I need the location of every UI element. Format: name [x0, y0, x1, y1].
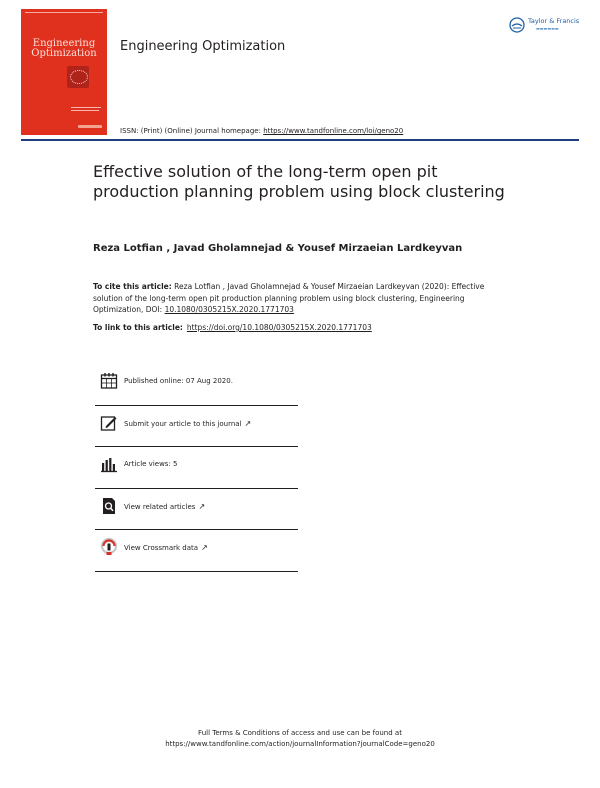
- terms-line: Full Terms & Conditions of access and use can be found at: [198, 729, 402, 737]
- external-link-icon: ↗: [201, 543, 208, 552]
- cover-editor-line: [71, 110, 99, 111]
- article-info-panel: [95, 364, 298, 572]
- article-doi-url-link[interactable]: https://doi.org/10.1080/0305215X.2020.1771703: [186, 323, 372, 332]
- submit-article-label: [124, 419, 251, 428]
- issn-text: ISSN: (Print) (Online) Journal homepage:: [120, 127, 261, 135]
- citation-doi-link[interactable]: 10.1080/0305215X.2020.1771703: [164, 305, 294, 314]
- cover-editor-line: [71, 107, 101, 108]
- cover-artwork: [67, 66, 89, 88]
- submit-article-text: Submit your article to this journal: [124, 419, 242, 428]
- external-link-icon: ↗: [198, 501, 206, 511]
- article-authors: Reza Lotfian , Javad Gholamnejad & Yousef Mirzaeian Lardkeyvan: [93, 243, 463, 254]
- publisher-logo-icon: [509, 17, 525, 33]
- related-articles-icon: [100, 497, 118, 515]
- bar-chart-icon: [100, 455, 118, 473]
- published-online-label: Published online: 07 Aug 2020.: [124, 377, 233, 385]
- citation-text: Reza Lotfian , Javad Gholamnejad & Yousef Mirzaeian Lardkeyvan (2020): Effective solution of the long-term open pit production planning problem using block clustering, Engineering Optimization, DOI:: [93, 282, 485, 314]
- crossmark-icon: [100, 538, 118, 556]
- crossmark-text: View Crossmark data: [124, 544, 199, 552]
- published-online-row: [95, 364, 298, 406]
- calendar-icon: [100, 372, 118, 390]
- crossmark-row[interactable]: [95, 530, 298, 572]
- cover-title: [21, 39, 107, 59]
- submit-article-row[interactable]: [95, 406, 298, 448]
- publisher-logo-name: Taylor & Francis: [528, 17, 580, 25]
- edit-icon: [100, 414, 118, 432]
- article-title: Effective solution of the long-term open pit production planning problem using block clustering: [93, 162, 505, 201]
- publisher-logo[interactable]: [509, 16, 579, 36]
- journal-cover-image: [21, 9, 107, 135]
- article-link-line: [93, 323, 372, 332]
- citation-block: [93, 281, 513, 316]
- journal-name[interactable]: Engineering Optimization: [120, 39, 286, 54]
- related-articles-text: View related articles: [124, 502, 196, 511]
- terms-footer: [0, 728, 600, 750]
- issn-line: [120, 127, 403, 135]
- related-articles-row[interactable]: [95, 489, 298, 531]
- cover-top-line: [25, 12, 103, 13]
- article-views-label: Article views: 5: [124, 460, 178, 468]
- article-views-row: [95, 447, 298, 489]
- cover-title-line1: Engineering: [32, 38, 96, 49]
- citation-label: To cite this article:: [93, 282, 172, 291]
- publisher-logo-subline: ▬▬▬▬▬▬: [536, 26, 559, 31]
- cover-title-line2: Optimization: [31, 48, 97, 59]
- article-link-label: To link to this article:: [93, 323, 183, 332]
- cover-publisher-logo: [78, 125, 102, 128]
- crossmark-label: [124, 543, 208, 552]
- journal-homepage-link[interactable]: https://www.tandfonline.com/loi/geno20: [263, 127, 404, 135]
- related-articles-label: [124, 502, 205, 511]
- header-divider: [21, 139, 579, 141]
- terms-url-link[interactable]: https://www.tandfonline.com/action/journalInformation?journalCode=geno20: [165, 740, 435, 748]
- external-link-icon: ↗: [244, 418, 252, 428]
